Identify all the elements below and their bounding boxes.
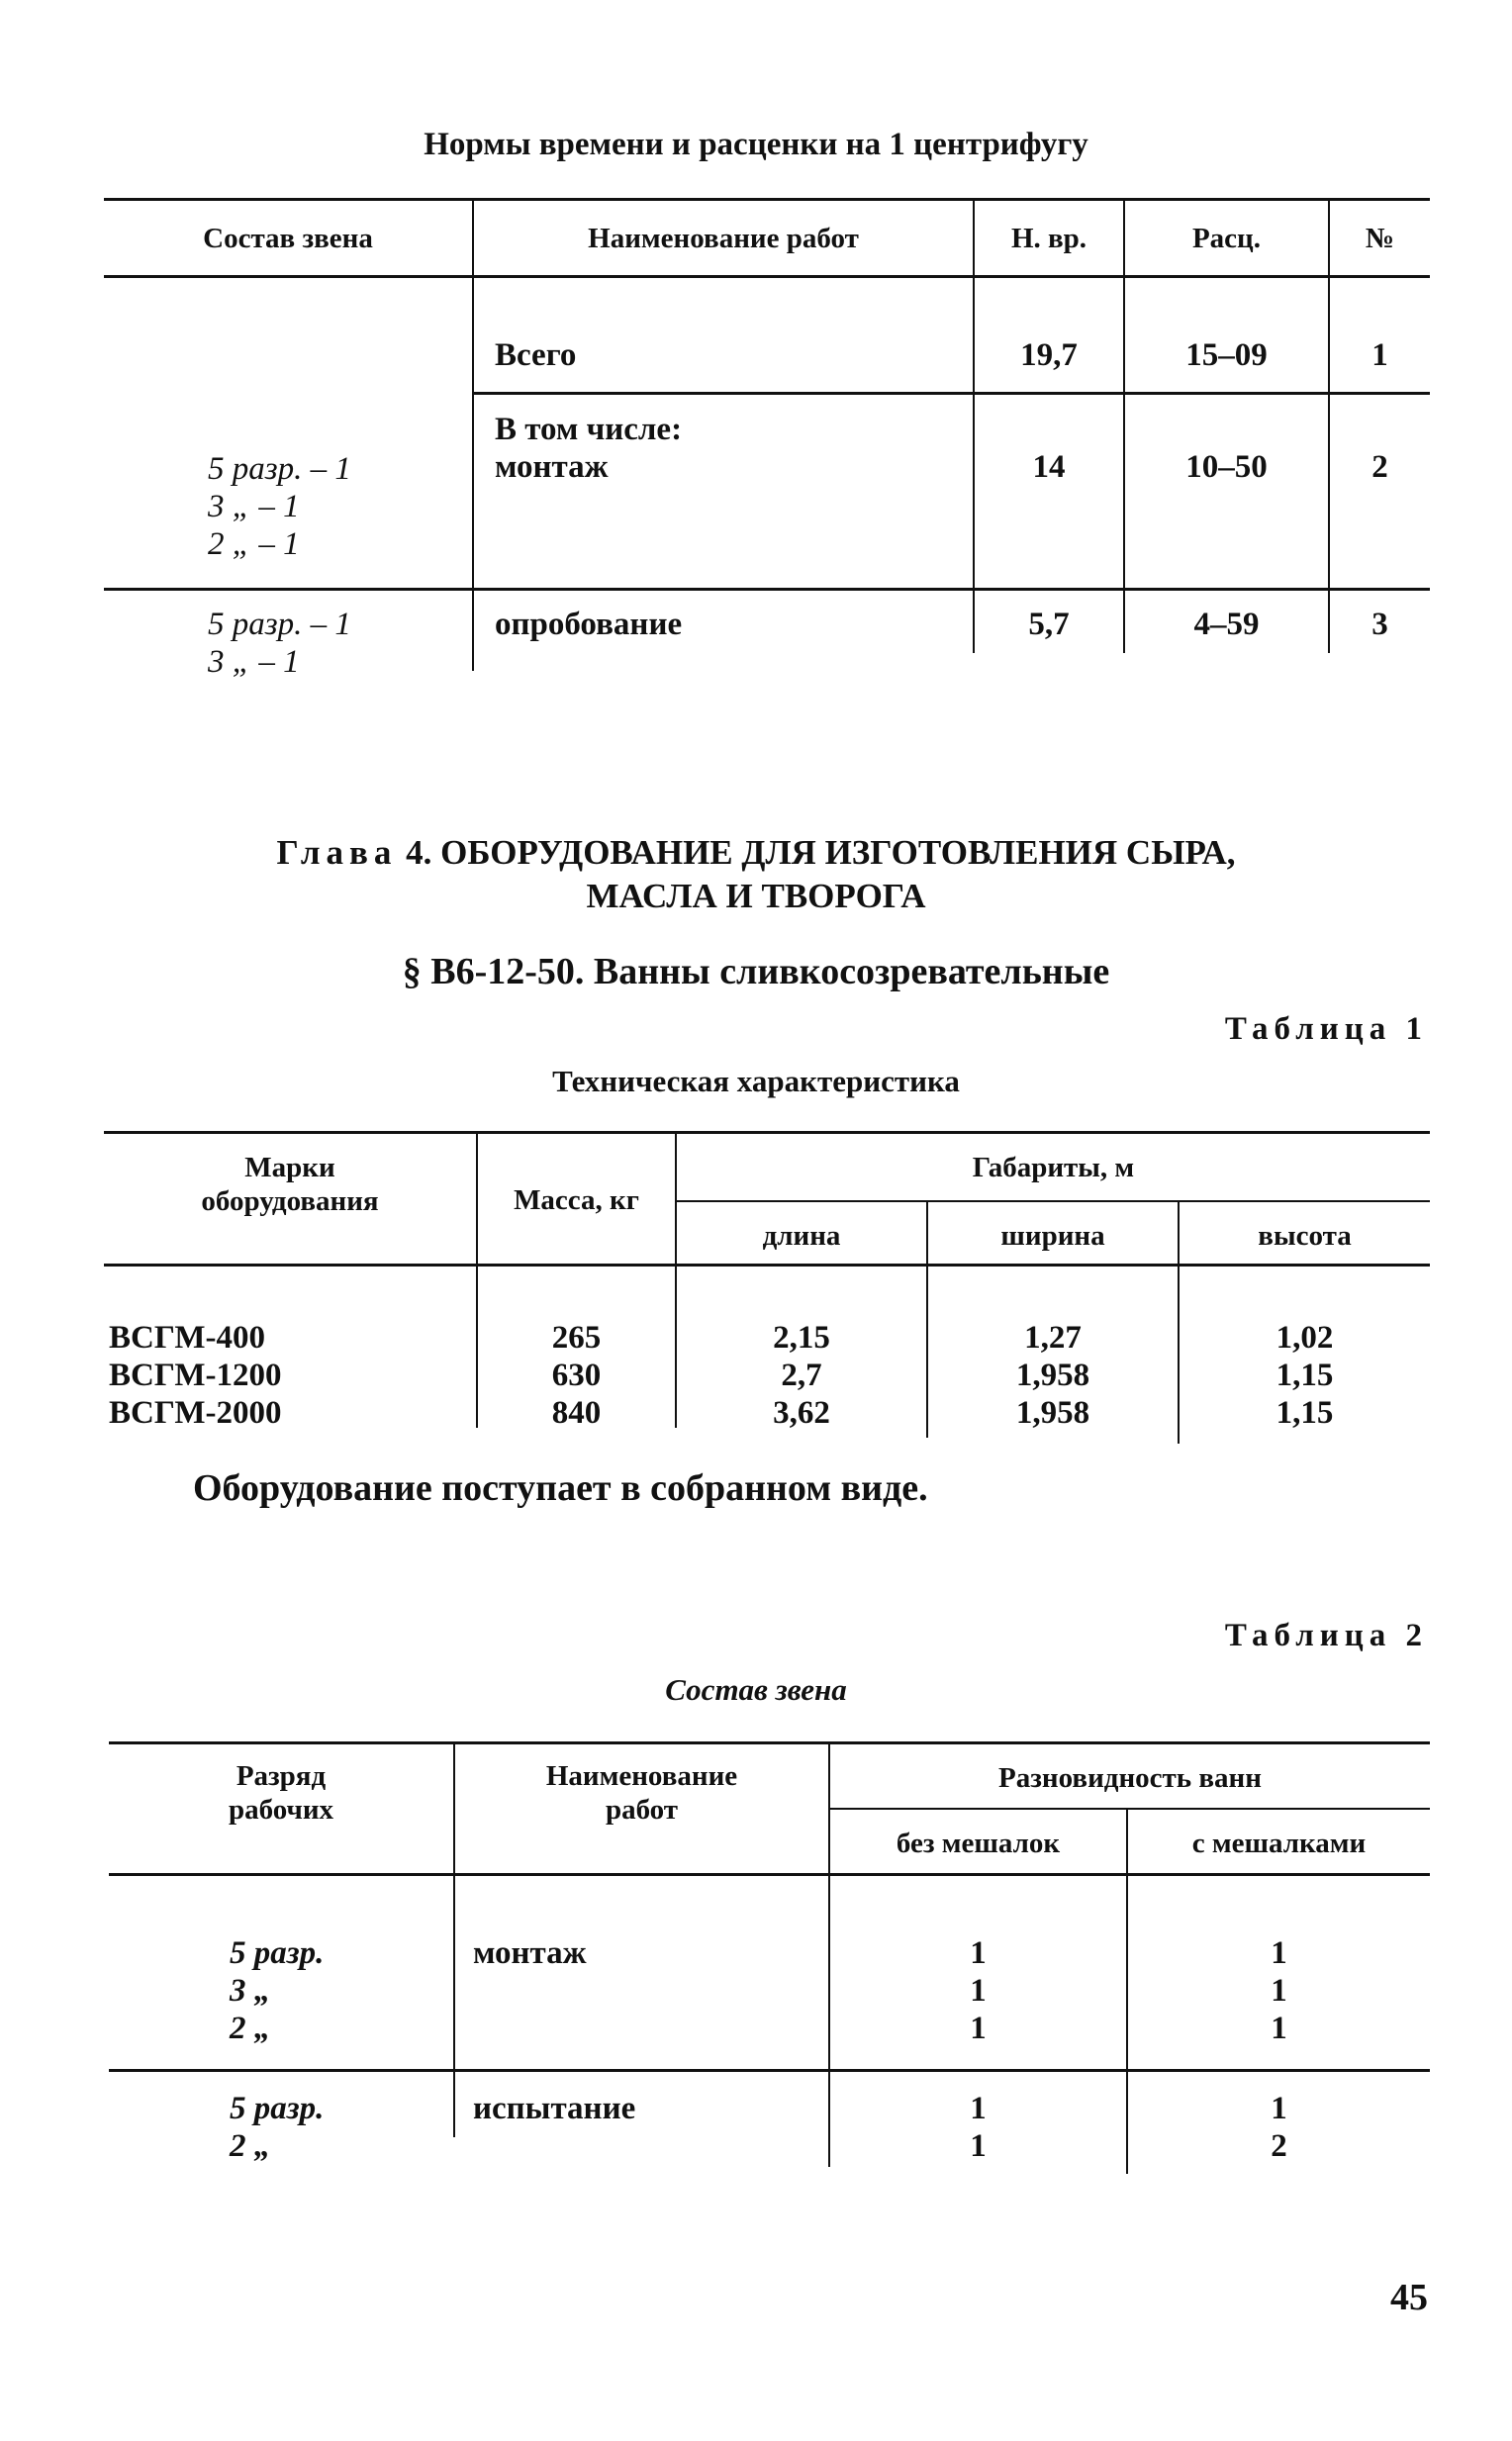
top-row3-rate: 4–59 — [1193, 607, 1260, 642]
table2-rule-header — [109, 1873, 1430, 1876]
table2-group1-without — [830, 1934, 1126, 2047]
work-line: монтаж — [495, 449, 609, 485]
table2-rule-group — [109, 2069, 1430, 2072]
grade-header-line: Разряд — [236, 1760, 327, 1792]
work-header-line: работ — [605, 1794, 679, 1826]
table1-col-width — [928, 1319, 1178, 1432]
top-header-time: Н. вр. — [1010, 223, 1087, 254]
table2-cell: 1 — [1271, 2091, 1287, 2126]
table1-cell: 630 — [551, 1358, 602, 1393]
top-row1-number: 1 — [1371, 337, 1388, 373]
table1-cell: 1,02 — [1276, 1320, 1334, 1356]
grade-line: 5 разр. — [230, 2091, 325, 2126]
top-table-rule-row1 — [472, 392, 1430, 395]
table1-header-brand — [104, 1151, 476, 1218]
work-line: В том числе: — [495, 412, 683, 447]
table1-label: Таблица 1 — [1224, 1011, 1428, 1047]
table2-cell: 2 — [1271, 2128, 1287, 2164]
top-table-divider-2 — [973, 198, 975, 653]
chapter-heading — [0, 831, 1512, 918]
table2-header-without: без мешалок — [896, 1828, 1061, 1859]
chapter-label: Глава — [276, 833, 398, 872]
top-row1-work: Всего — [495, 337, 577, 373]
table1-cell: 840 — [551, 1395, 602, 1431]
top-row1-rate: 15–09 — [1185, 337, 1268, 373]
table2-cell: 1 — [1271, 1935, 1287, 1971]
table1-rule-top — [104, 1131, 1430, 1134]
table2-group1-work: монтаж — [473, 1935, 587, 1971]
table1-header-mass: Масса, кг — [514, 1184, 639, 1216]
top-row2-time: 14 — [1032, 449, 1066, 485]
table1-rule-mid — [675, 1200, 1430, 1202]
brand-header-line: Марки — [244, 1152, 335, 1183]
top-row3-crew — [208, 606, 351, 681]
table2-header-with: с мешалками — [1191, 1828, 1367, 1859]
delivery-note: Оборудование поступает в собранном виде. — [193, 1467, 928, 1509]
table1-cell: 1,958 — [1015, 1358, 1090, 1393]
crew-line: 5 разр. – 1 — [208, 451, 351, 487]
table1-col-height — [1180, 1319, 1430, 1432]
table2-cell: 1 — [1271, 2011, 1287, 2046]
table2-cell: 1 — [1271, 1973, 1287, 2009]
top-table-divider-3 — [1123, 198, 1125, 653]
grade-line: 2 „ — [230, 2128, 271, 2164]
table2-header-variety: Разновидность ванн — [998, 1762, 1262, 1794]
table1-cell: 1,958 — [1015, 1395, 1090, 1431]
table2-cell: 1 — [970, 1935, 987, 1971]
table2-group2-without — [830, 2090, 1126, 2165]
top-header-number: № — [1365, 223, 1395, 254]
table1-cell: 1,27 — [1024, 1320, 1082, 1356]
grade-line: 2 „ — [230, 2011, 271, 2046]
top-row2-work — [495, 411, 682, 486]
grade-line: 3 „ — [230, 1973, 271, 2009]
table2-group2-work: испытание — [473, 2091, 636, 2126]
top-table-divider-4 — [1328, 198, 1330, 653]
top-header-rate: Расц. — [1191, 223, 1262, 254]
table1-cell: 1,15 — [1276, 1395, 1334, 1431]
table1-col-mass — [478, 1319, 675, 1432]
table2-cell: 1 — [970, 2128, 987, 2164]
table1-cell: ВСГМ-1200 — [109, 1358, 282, 1393]
top-row2-rate: 10–50 — [1185, 449, 1268, 485]
crew-line: 2 „ – 1 — [208, 526, 300, 562]
top-row2-number: 2 — [1371, 449, 1388, 485]
table2-label: Таблица 2 — [1224, 1618, 1428, 1653]
table1-cell: ВСГМ-2000 — [109, 1395, 282, 1431]
grade-header-line: рабочих — [228, 1794, 334, 1826]
table1-header-width: ширина — [1000, 1220, 1105, 1252]
table2-cell: 1 — [970, 2091, 987, 2126]
top-row3-number: 3 — [1371, 607, 1388, 642]
grade-line: 5 разр. — [230, 1935, 325, 1971]
crew-line: 3 „ – 1 — [208, 489, 300, 524]
section-title: § В6-12-50. Ванны сливкосозревательные — [402, 951, 1110, 992]
top-row3-time: 5,7 — [1028, 607, 1070, 642]
table2-title: Состав звена — [665, 1672, 847, 1707]
table1-header-dims: Габариты, м — [972, 1152, 1135, 1183]
brand-header-line: оборудования — [201, 1185, 379, 1217]
table1-col-brand — [109, 1319, 282, 1432]
top-row3-work: опробование — [495, 607, 683, 642]
table2-cell: 1 — [970, 1973, 987, 2009]
top-table-title: Нормы времени и расценки на 1 центрифугу — [424, 127, 1088, 162]
page-number: 45 — [1390, 2277, 1428, 2318]
work-header-line: Наименование — [545, 1760, 738, 1792]
table2-group1-grades — [230, 1934, 324, 2047]
chapter-title-line2: МАСЛА И ТВОРОГА — [586, 877, 926, 915]
top-table-divider-1 — [472, 198, 474, 671]
table1-header-length: длина — [762, 1220, 841, 1252]
table1-cell: 2,15 — [773, 1320, 830, 1356]
table2-rule-top — [109, 1741, 1430, 1744]
table1-rule-header — [104, 1264, 1430, 1267]
table2-group2-grades — [230, 2090, 324, 2165]
top-table-rule-top — [104, 198, 1430, 201]
table2-header-grade — [109, 1759, 453, 1827]
crew-line: 5 разр. – 1 — [208, 607, 351, 642]
table1-cell: 3,62 — [773, 1395, 830, 1431]
table2-group1-with — [1128, 1934, 1430, 2047]
table1-col-length — [677, 1319, 926, 1432]
table2-group2-with — [1128, 2090, 1430, 2165]
table1-cell: 265 — [551, 1320, 602, 1356]
table1-cell: 1,15 — [1276, 1358, 1334, 1393]
table1-title: Техническая характеристика — [552, 1064, 960, 1098]
table2-cell: 1 — [970, 2011, 987, 2046]
top-table-rule-row2 — [104, 588, 1430, 591]
top-table-rule-header — [104, 275, 1430, 278]
top-header-crew: Состав звена — [203, 223, 373, 254]
table2-rule-mid — [828, 1808, 1430, 1810]
table1-cell: 2,7 — [781, 1358, 822, 1393]
top-header-work: Наименование работ — [588, 223, 859, 254]
table1-header-height: высота — [1258, 1220, 1352, 1252]
top-row1-time: 19,7 — [1020, 337, 1078, 373]
top-row2-crew — [208, 450, 351, 563]
crew-line: 3 „ – 1 — [208, 644, 300, 680]
chapter-title-line1: 4. ОБОРУДОВАНИЕ ДЛЯ ИЗГОТОВЛЕНИЯ СЫРА, — [406, 833, 1236, 872]
table1-cell: ВСГМ-400 — [109, 1320, 266, 1356]
table2-header-work — [455, 1759, 828, 1827]
